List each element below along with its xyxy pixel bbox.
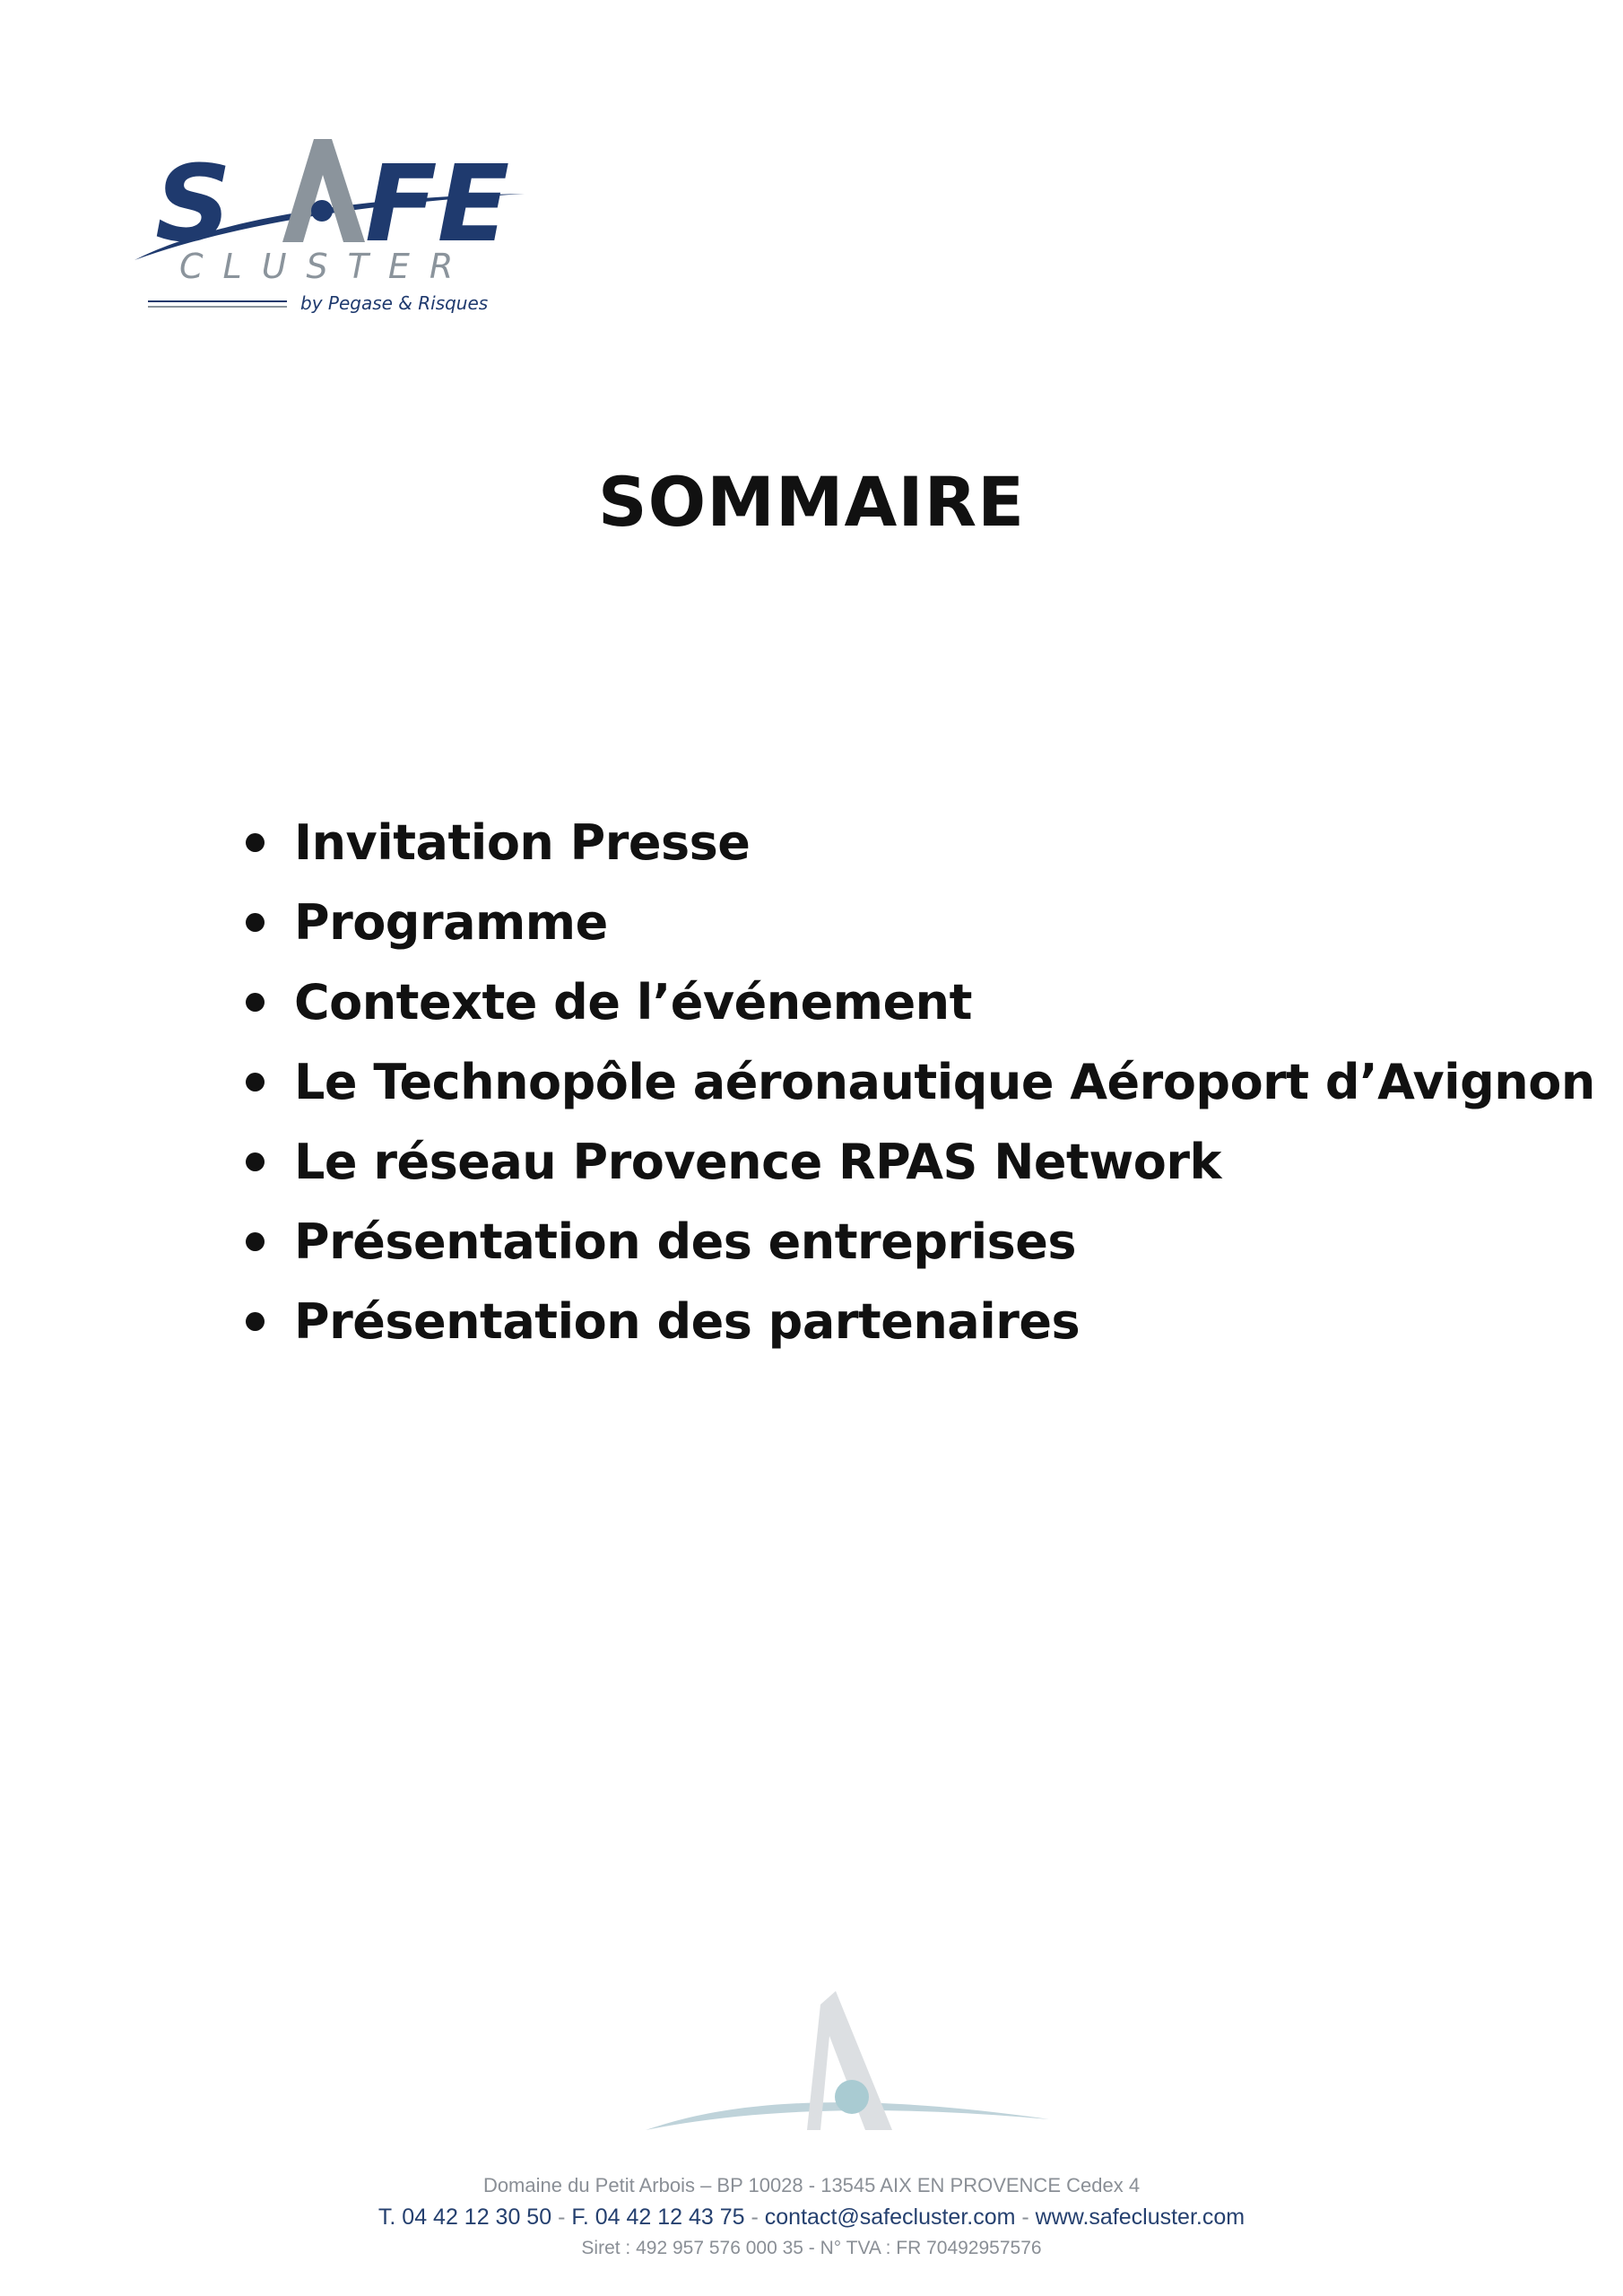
footer-siret: Siret : 492 957 576 000 35 - N° TVA : FR 70492957576 <box>581 2238 1042 2258</box>
svg-text:by Pegase & Risques: by Pegase & Risques <box>300 292 489 314</box>
bullet-icon <box>246 1232 265 1251</box>
safe-cluster-logo-graphic <box>130 126 542 323</box>
bullet-icon <box>246 913 265 932</box>
toc-item-label: Présentation des entreprises <box>294 1213 1077 1270</box>
svg-text:S: S <box>155 142 231 265</box>
toc-item-label: Contexte de l’événement <box>294 974 972 1031</box>
toc-item <box>242 883 1595 962</box>
toc-item <box>242 1042 1595 1122</box>
footer-fax: F. 04 42 12 43 75 <box>571 2205 745 2230</box>
footer-phone: T. 04 42 12 30 50 <box>378 2205 552 2230</box>
footer-address: Domaine du Petit Arbois – BP 10028 - 13545 AIX EN PROVENCE Cedex 4 <box>482 2174 1141 2196</box>
table-of-contents <box>242 803 1595 1361</box>
toc-item <box>242 803 1595 883</box>
footer-separator: - <box>744 2205 765 2230</box>
bullet-icon <box>246 1312 265 1331</box>
footer-email-link[interactable]: contact@safecluster.com <box>764 2205 1016 2230</box>
bullet-icon <box>246 1073 265 1091</box>
bullet-icon <box>246 1152 265 1171</box>
svg-text:FE: FE <box>365 142 510 265</box>
footer-separator: - <box>551 2205 572 2230</box>
watermark-emblem-graphic <box>637 1987 1058 2139</box>
toc-item <box>242 1202 1595 1282</box>
footer-separator: - <box>1015 2205 1036 2230</box>
toc-item-label: Le Technopôle aéronautique Aéroport d’Avignon <box>294 1054 1595 1110</box>
toc-item-label: Programme <box>294 894 608 951</box>
watermark-emblem <box>637 1987 1058 2139</box>
footer <box>0 2170 1623 2264</box>
bullet-icon <box>246 833 265 852</box>
toc-item <box>242 1282 1595 1361</box>
footer-contact-line <box>0 2201 1623 2233</box>
page-title: SOMMAIRE <box>597 462 1026 542</box>
toc-item-label: Le réseau Provence RPAS Network <box>294 1134 1221 1190</box>
toc-item <box>242 962 1595 1042</box>
footer-website-link[interactable]: www.safecluster.com <box>1035 2205 1245 2230</box>
toc-item-label: Présentation des partenaires <box>294 1293 1081 1350</box>
toc-item <box>242 1122 1595 1202</box>
safe-cluster-logo <box>130 126 542 323</box>
toc-item-label: Invitation Presse <box>294 814 751 871</box>
bullet-icon <box>246 993 265 1012</box>
svg-text:CLUSTER: CLUSTER <box>179 247 473 286</box>
